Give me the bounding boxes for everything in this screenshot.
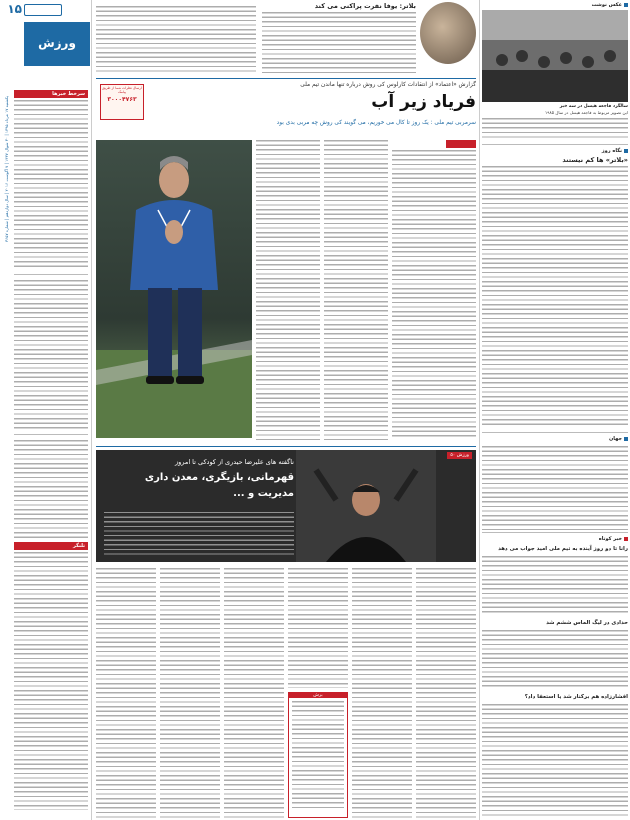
photo-caption-text [482, 118, 628, 140]
lead-headline: فریاد زیر آب [371, 92, 476, 112]
nagah-title: «بلاتر» ها کم نیستند [562, 156, 628, 164]
lead-column-tag [392, 140, 476, 148]
feature-title-2: قهرمانی، بازیگری، معدن داری [144, 472, 294, 483]
khabar-tag [599, 536, 628, 542]
right-column [482, 0, 628, 820]
nagah-tag [602, 148, 628, 154]
sidebar-box [288, 692, 348, 818]
haddadi-text [482, 630, 628, 688]
section-title: ورزش [38, 36, 76, 50]
bullet-icon [624, 3, 628, 7]
column-rule [479, 0, 480, 820]
jahan-tag-label: جهان [608, 436, 622, 442]
coach-photo [96, 140, 252, 438]
divider [96, 446, 476, 447]
hysel-photo [482, 10, 628, 102]
divider [482, 532, 628, 533]
feature-text-2 [160, 568, 220, 818]
divider [482, 144, 628, 145]
photo-caption-2: این تصویر مربوط به فاجعه هیسل در سال ۱۹۸۵ [545, 110, 628, 115]
lead-subhead: سرمربی تیم ملی : یک روز تا کال می خوریم، می گویند کی روش چه مربی بدی بود [276, 120, 476, 126]
khabar-tag-label: خبر کوتاه [598, 536, 622, 542]
coach-figure [96, 140, 252, 438]
feature-text-6 [416, 568, 476, 818]
afsharzadeh-text [482, 704, 628, 816]
logo [24, 4, 62, 16]
rana-text [482, 556, 628, 614]
lead-text-1 [256, 140, 320, 440]
bullet-icon [624, 149, 628, 153]
column-rule [91, 0, 92, 820]
jahan-tag [609, 436, 628, 442]
lead-tag [446, 140, 476, 148]
divider [96, 78, 476, 79]
top-story-text-1 [262, 12, 416, 74]
jahan-text [482, 446, 628, 530]
divider [14, 434, 88, 435]
nagah-text [482, 166, 628, 428]
page-number: ۱۵ [7, 2, 22, 16]
rana-title: رانا تا دو روز آینده به تیم ملی امید جواب می دهد [498, 546, 628, 552]
ticker-text-2 [14, 280, 88, 430]
divider [482, 432, 628, 433]
bullet-icon [624, 537, 628, 541]
sidebar-box-title: برش [289, 693, 347, 698]
lead-text-3 [392, 150, 476, 440]
feature-block [96, 450, 476, 562]
photo-section-tag [482, 2, 628, 8]
sms-number: ۳۰۰۰۴۷۶۳ [107, 95, 137, 103]
bullet-icon [624, 437, 628, 441]
photo-section-title: عکس نوشت [591, 2, 622, 8]
sidebar-box-text [292, 701, 344, 811]
divider [14, 274, 88, 275]
afsharzadeh-title: افشارزاده هم برکنار شد یا استعفا داد؟ [524, 694, 628, 700]
date-line: یکشنبه ۱۷ مرداد ۱۳۹۵ | ۳۰ شوال ۱۴۳۷ | ۷ آگوست ۲۰۱۶ | سال دوازدهم | شماره ۳۶۵۷ [4, 96, 9, 243]
top-story-text-2 [96, 6, 256, 74]
tolang-title: تلنگر [14, 542, 88, 550]
ticker-column [14, 90, 88, 810]
haddadi-title: حدادی در لیگ الماس ششم شد [546, 620, 628, 626]
feature-text-5 [352, 568, 412, 818]
photo-caption: سالگرد فاجعه هیسل در سه خبر [559, 104, 628, 109]
lead-kicker: گزارش «اعتماد» از انتقادات کارلوس کی روش درباره تنها ماندن تیم ملی [300, 82, 476, 88]
feature-lead-text [104, 512, 294, 556]
nagah-tag-label: نگاه روز [601, 148, 622, 154]
top-story-photo [420, 2, 476, 64]
feature-text-4 [288, 568, 348, 688]
ticker-text-3 [14, 440, 88, 540]
feature-text-1 [96, 568, 156, 818]
sms-box [100, 84, 144, 120]
feature-tag: ورزش ۵۰ [447, 452, 472, 459]
feature-text-3 [224, 568, 284, 818]
crowd-figure [482, 10, 628, 102]
ticker-text-4 [14, 552, 88, 810]
top-story-title: بلاتر: یوفا نفرت پراکنی می کند [314, 2, 416, 10]
lead-text-2 [324, 140, 388, 440]
sms-label: ارسال نظرات شما از طریق پیامک [102, 86, 142, 95]
ticker-title: سرخط خبرها [14, 90, 88, 98]
feature-title-1: ناگفته های علیرضا حیدری از کودکی تا امروز [174, 458, 294, 466]
feature-photo [296, 450, 436, 562]
top-story [96, 2, 476, 76]
ticker-text-1 [14, 100, 88, 270]
feature-title-3: مدیریت و ... [233, 488, 294, 499]
